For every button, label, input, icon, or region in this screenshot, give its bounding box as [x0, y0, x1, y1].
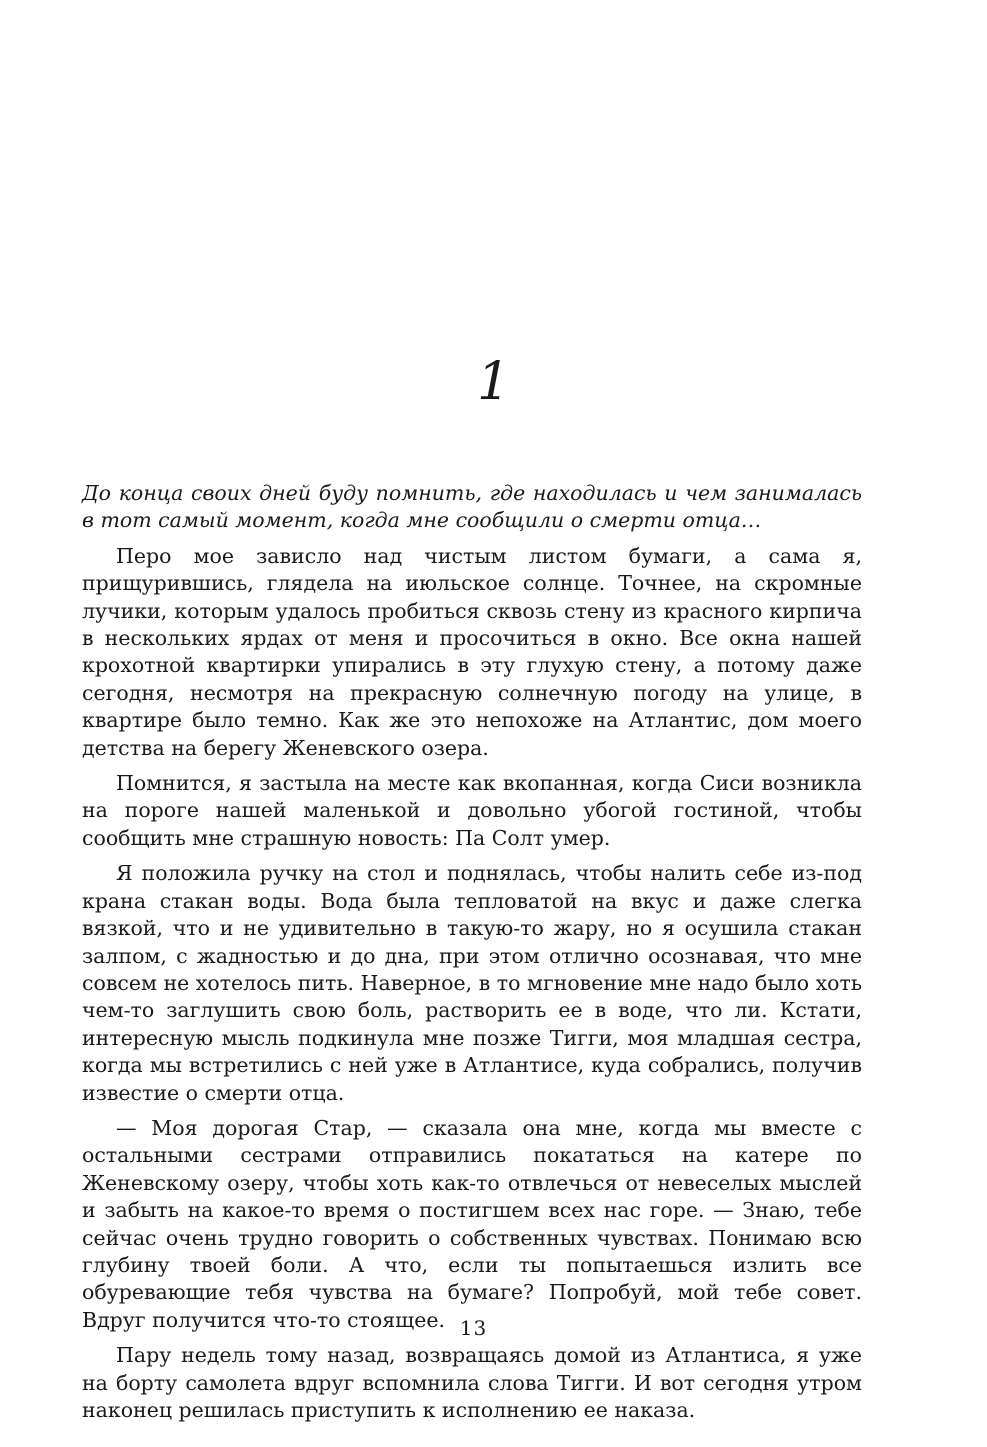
chapter-number: 1: [476, 352, 511, 412]
paragraph: Перо мое зависло над чистым листом бумаги, а сама я, прищурившись, глядела на июльское солнце. Точнее, на скромные лучики, которым удалось пробиться сквозь стену из красного кирпича в нескольких ярдах от меня и просочиться в окно. Все окна нашей крохотной квартирки упирались в эту глухую стену, а потому даже сегодня, несмотря на прекрасную солнечную погоду на улице, в квартире было темно. Как же это непохоже на Атлантис, дом моего детства на берегу Женевского озера.: [82, 543, 862, 760]
paragraph: Я положила ручку на стол и поднялась, чтобы налить себе из-под крана стакан воды. Вода была тепловатой на вкус и даже слегка вязкой, что и не удивительно в такую-то жару, но я осушила стакан залпом, с жадностью и до дна, при этом отлично осознавая, что мне совсем не хотелось пить. Наверное, в то мгновение мне надо было хоть чем-то заглушить свою боль, растворить ее в воде, что ли. Кстати, интересную мысль подкинула мне позже Тигги, моя младшая сестра, когда мы встретились с ней уже в Атлантисе, куда собрались, получив известие о смерти отца.: [82, 861, 862, 1105]
page-number: 13: [459, 1316, 488, 1340]
paragraph: — Моя дорогая Стар, — сказала она мне, когда мы вместе с остальными сестрами отправились покататься на катере по Женевскому озеру, чтобы хоть как-то отвлечься от невеселых мыслей и забыть на какое-то время о постигшем всех нас горе. — Знаю, тебе сейчас очень трудно говорить о собственных чувствах. Понимаю всю глубину твоей боли. А что, если ты попытаешься излить все обуревающие тебя чувства на бумаге? Попробуй, мой тебе совет. Вдруг получится что-то стоящее.: [82, 1115, 862, 1332]
chapter-text: [82, 480, 862, 1432]
paragraph: Пару недель тому назад, возвращаясь домой из Атлантиса, я уже на борту самолета вдруг вспомнила слова Тигги. И вот сегодня утром наконец решилась приступить к исполнению ее наказа.: [82, 1343, 862, 1422]
paragraph: Помнится, я застыла на месте как вкопанная, когда Сиси возникла на пороге нашей маленькой и довольно убогой гостиной, чтобы сообщить мне страшную новость: Па Солт умер.: [82, 771, 862, 850]
epigraph: До конца своих дней буду помнить, где находилась и чем занималась в тот самый момент, когда мне сообщили о смерти отца…: [82, 481, 862, 533]
